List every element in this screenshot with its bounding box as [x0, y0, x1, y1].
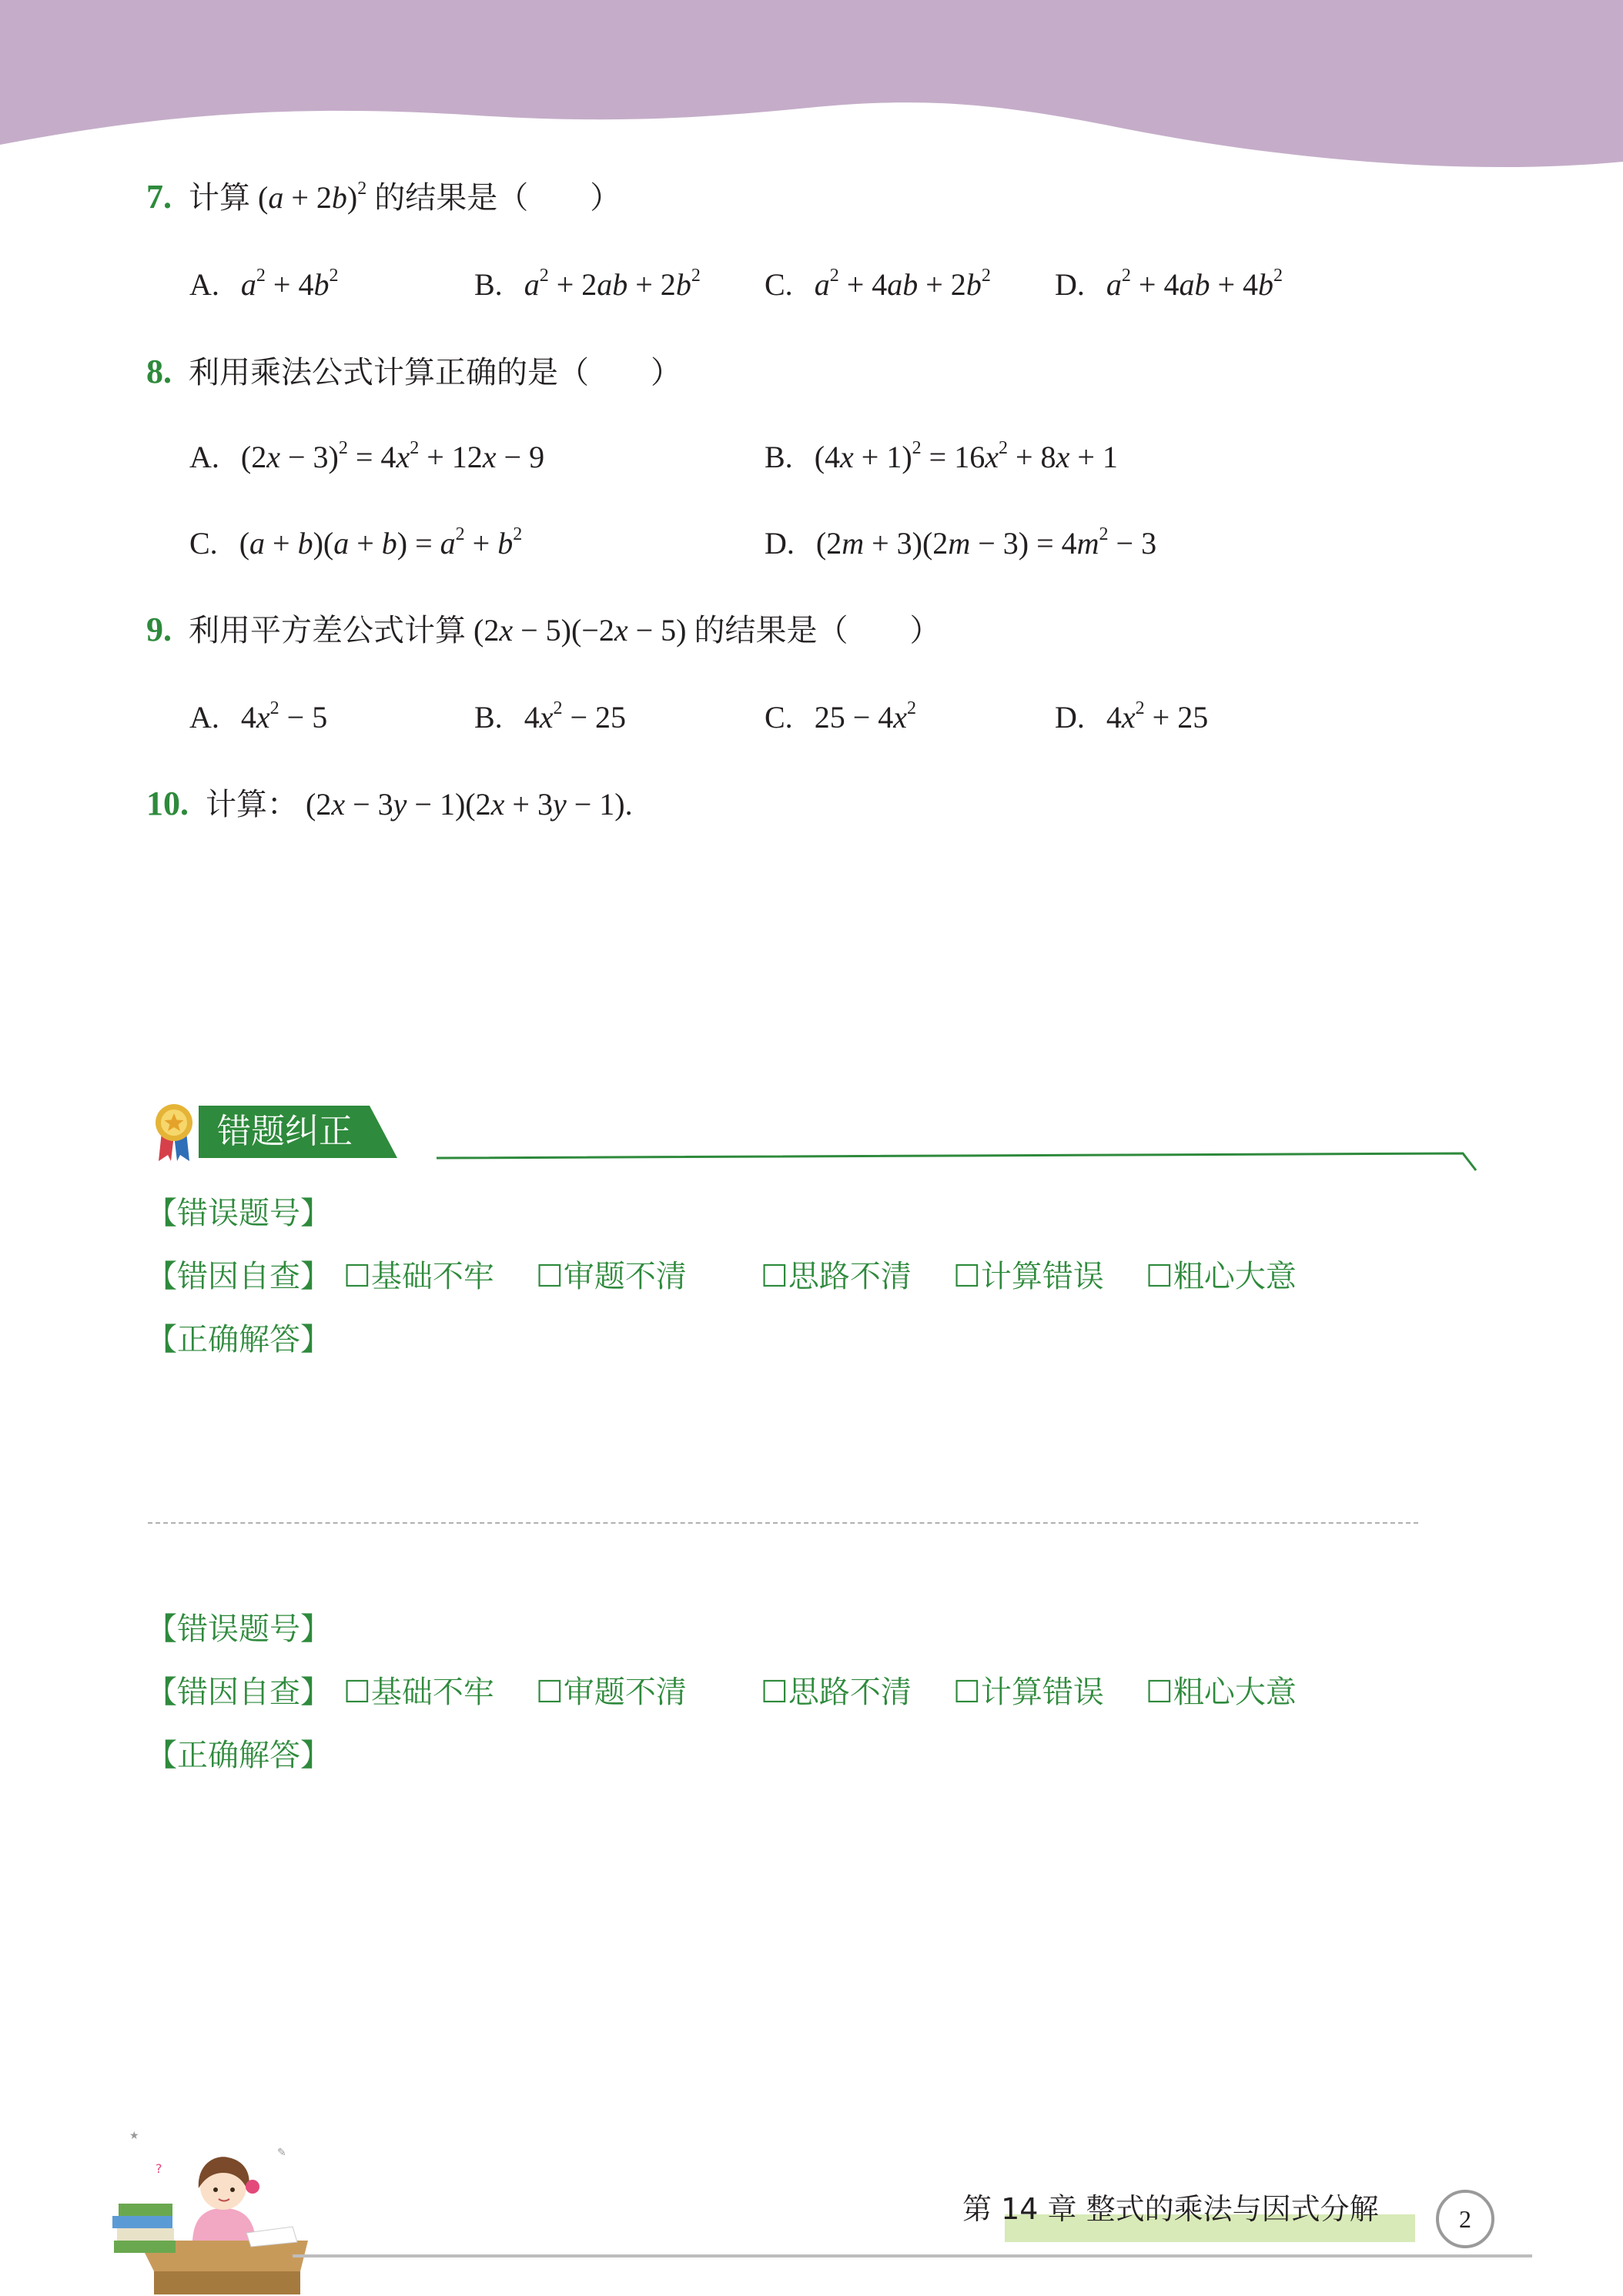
question-9 [146, 608, 941, 652]
svg-text:✎: ✎ [277, 2147, 286, 2159]
option-7c[interactable]: C. $a^2 + 4ab + 2b^2$ [765, 266, 991, 302]
page-number: 2 [1436, 2190, 1494, 2248]
correction-divider [435, 1132, 1482, 1175]
footer-rule [293, 2254, 1532, 2258]
cause-checkbox[interactable]: ☐基础不牢 [343, 1259, 494, 1294]
question-10 [146, 782, 633, 826]
question-stem: 计算： [206, 787, 298, 822]
question-number: 10. [146, 785, 189, 822]
question-tail: 的结果是（ ） [694, 613, 941, 648]
option-7a[interactable]: A. $a^2 + 4b^2$ [189, 266, 339, 302]
wrong-number-label: 【错误题号】 [146, 1612, 331, 1647]
option-7d[interactable]: D. $a^2 + 4ab + 4b^2$ [1055, 266, 1283, 302]
option-7b[interactable]: B. $a^2 + 2ab + 2b^2$ [474, 266, 701, 302]
question-7 [146, 176, 621, 219]
chapter-title: 第 14 章 整式的乘法与因式分解 [962, 2192, 1379, 2226]
question-stem: 利用平方差公式计算 [189, 613, 466, 648]
question-stem: 利用乘法公式计算正确的是（ ） [189, 355, 681, 390]
option-8d[interactable]: D. $(2m + 3)(2m - 3) = 4m^2 - 3$ [765, 524, 1157, 561]
medal-icon [152, 1101, 196, 1163]
cause-checkbox[interactable]: ☐思路不清 [761, 1259, 912, 1294]
cause-checkbox[interactable]: ☐计算错误 [953, 1259, 1104, 1294]
option-9d[interactable]: D. $4x^2 + 25$ [1055, 698, 1209, 735]
cause-label: 【错因自查】 [146, 1259, 331, 1294]
student-illustration-icon [108, 2125, 323, 2294]
cause-checkbox[interactable]: ☐基础不牢 [343, 1675, 494, 1710]
option-8c[interactable]: C. $(a + b)(a + b) = a^2 + b^2$ [189, 524, 523, 561]
question-expression: (2x − 5)(−2x − 5) [466, 613, 694, 648]
correct-answer-label: 【正确解答】 [146, 1322, 331, 1357]
question-expression: $(a + 2b)^2$ [250, 179, 367, 215]
dashed-divider [148, 1522, 1418, 1524]
question-8 [146, 350, 681, 394]
correction-title: 错题纠正 [217, 1112, 353, 1151]
question-number: 8. [146, 353, 172, 390]
correct-answer-label: 【正确解答】 [146, 1738, 331, 1773]
option-9b[interactable]: B. $4x^2 - 25$ [474, 698, 627, 735]
cause-checkbox[interactable]: ☐粗心大意 [1146, 1675, 1297, 1710]
question-tail: 的结果是（ ） [374, 180, 621, 216]
header-wave [0, 0, 1623, 177]
question-number: 7. [146, 178, 172, 216]
option-8b[interactable]: B. $(4x + 1)^2 = 16x^2 + 8x + 1$ [765, 438, 1118, 474]
option-8a[interactable]: A. $(2x - 3)^2 = 4x^2 + 12x - 9$ [189, 438, 545, 474]
cause-label: 【错因自查】 [146, 1675, 331, 1710]
cause-checkbox[interactable]: ☐思路不清 [761, 1675, 912, 1710]
question-number: 9. [146, 611, 172, 648]
cause-checkbox[interactable]: ☐计算错误 [953, 1675, 1104, 1710]
svg-text:?: ? [156, 2161, 162, 2176]
svg-text:★: ★ [129, 2130, 139, 2142]
question-expression: (2x − 3y − 1)(2x + 3y − 1). [298, 787, 633, 822]
question-stem: 计算 [189, 180, 250, 216]
option-9c[interactable]: C. $25 - 4x^2$ [765, 698, 917, 735]
cause-checkbox[interactable]: ☐审题不清 [536, 1675, 687, 1710]
wrong-number-label: 【错误题号】 [146, 1196, 331, 1231]
option-9a[interactable]: A. $4x^2 - 5$ [189, 698, 328, 735]
cause-checkbox[interactable]: ☐审题不清 [536, 1259, 687, 1294]
cause-checkbox[interactable]: ☐粗心大意 [1146, 1259, 1297, 1294]
